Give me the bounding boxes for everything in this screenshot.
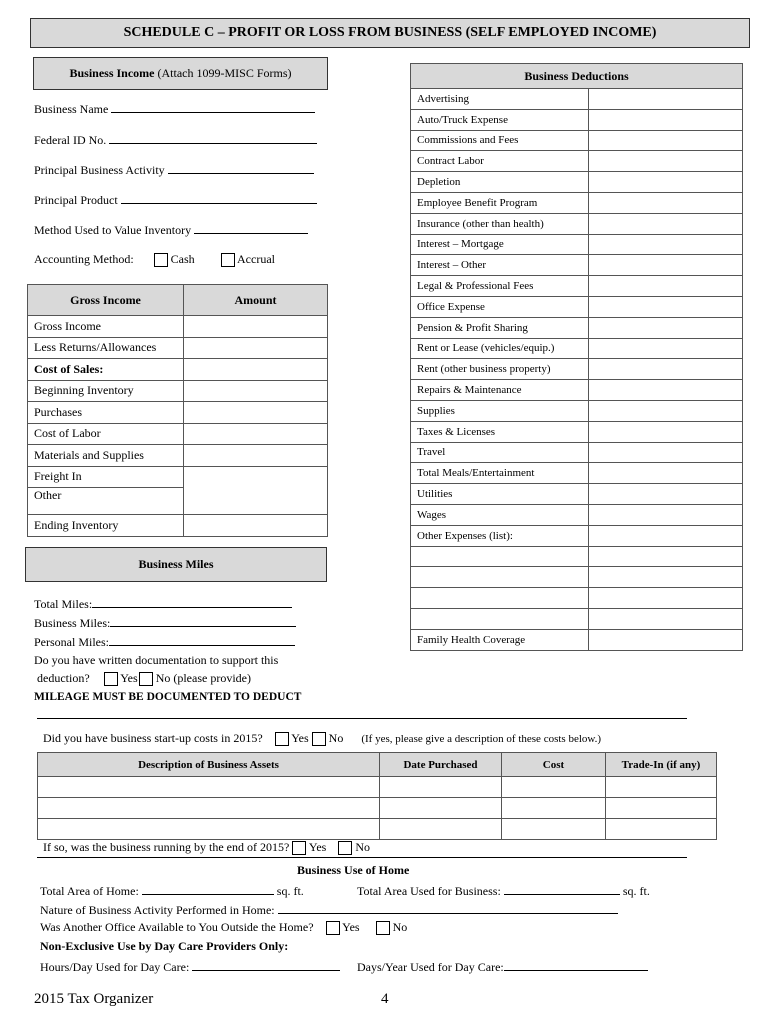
daycare-days-line[interactable] <box>504 959 648 971</box>
asset-date-cell[interactable] <box>380 777 502 798</box>
table-row <box>28 466 328 488</box>
amount-header: Amount <box>184 285 328 316</box>
accrual-checkbox[interactable] <box>221 253 235 267</box>
business-deductions-header: Business Deductions <box>411 64 743 89</box>
table-row <box>411 276 743 297</box>
amount-cell[interactable] <box>184 359 328 381</box>
total-miles-field[interactable] <box>34 596 292 612</box>
deduction-amount-cell[interactable] <box>589 192 743 213</box>
documentation-yes-checkbox[interactable] <box>104 672 118 686</box>
table-row <box>411 151 743 172</box>
another-office-yes-label: Yes <box>342 920 360 934</box>
business-income-header <box>33 57 328 90</box>
business-income-header-title: Business Income <box>69 66 155 80</box>
business-miles-field[interactable] <box>34 615 296 631</box>
deduction-label: Interest – Mortgage <box>411 234 589 255</box>
table-row <box>411 629 743 650</box>
running-yes-label: Yes <box>308 840 327 854</box>
cash-checkbox[interactable] <box>154 253 168 267</box>
deduction-label: Legal & Professional Fees <box>411 276 589 297</box>
running-no-checkbox[interactable] <box>338 841 352 855</box>
startup-question-label: Did you have business start-up costs in 2015? <box>43 731 263 745</box>
deduction-amount-cell[interactable] <box>589 463 743 484</box>
principal-activity-label: Principal Business Activity <box>34 163 165 177</box>
daycare-hours-field <box>40 959 340 975</box>
startup-no-checkbox[interactable] <box>312 732 326 746</box>
table-row <box>411 172 743 193</box>
deduction-amount-cell[interactable] <box>589 421 743 442</box>
business-name-field[interactable] <box>34 101 315 117</box>
daycare-hours-label: Hours/Day Used for Day Care: <box>40 960 190 974</box>
business-area-label: Total Area Used for Business: <box>357 884 501 898</box>
another-office-no-checkbox[interactable] <box>376 921 390 935</box>
deduction-amount-cell[interactable] <box>589 588 743 609</box>
row-label: Ending Inventory <box>28 515 184 537</box>
footer-title: 2015 Tax Organizer <box>34 991 154 1007</box>
deduction-label: Taxes & Licenses <box>411 421 589 442</box>
deduction-label: Advertising <box>411 89 589 110</box>
personal-miles-field[interactable] <box>34 634 295 650</box>
daycare-days-field <box>357 959 648 975</box>
table-row <box>411 192 743 213</box>
business-assets-table <box>37 752 717 840</box>
cash-label: Cash <box>170 252 195 266</box>
table-row <box>28 380 328 402</box>
table-row <box>38 798 717 819</box>
business-name-label: Business Name <box>34 102 109 116</box>
total-area-unit: sq. ft. <box>276 884 304 898</box>
deduction-label: Depletion <box>411 172 589 193</box>
inventory-method-line[interactable] <box>194 222 308 234</box>
deduction-amount-cell[interactable] <box>589 608 743 629</box>
business-running-question <box>43 840 370 855</box>
row-label: Less Returns/Allowances <box>28 337 184 359</box>
section-divider <box>37 857 687 858</box>
table-row <box>411 380 743 401</box>
deduction-label: Wages <box>411 504 589 525</box>
federal-id-line[interactable] <box>109 132 317 144</box>
asset-description-cell[interactable] <box>38 777 380 798</box>
deduction-amount-cell[interactable] <box>589 484 743 505</box>
deduction-amount-cell[interactable] <box>589 504 743 525</box>
startup-note: (If yes, please give a description of these costs below.) <box>361 733 602 745</box>
table-row <box>28 359 328 381</box>
daycare-hours-line[interactable] <box>192 959 340 971</box>
asset-date-cell[interactable] <box>380 819 502 840</box>
another-office-no-label: No <box>392 920 408 934</box>
deduction-label <box>411 608 589 629</box>
table-row <box>28 402 328 424</box>
documentation-answer <box>37 671 251 686</box>
deduction-label: Repairs & Maintenance <box>411 380 589 401</box>
principal-activity-field[interactable] <box>34 162 314 178</box>
deduction-amount-cell[interactable] <box>589 359 743 380</box>
deduction-amount-cell[interactable] <box>589 276 743 297</box>
deduction-label: Travel <box>411 442 589 463</box>
row-label: Cost of Labor <box>28 423 184 445</box>
deduction-amount-cell[interactable] <box>589 234 743 255</box>
documentation-yes-label: Yes <box>120 671 138 685</box>
table-row <box>28 316 328 338</box>
asset-tradein-cell[interactable] <box>606 798 717 819</box>
total-area-label: Total Area of Home: <box>40 884 139 898</box>
amount-cell[interactable] <box>184 423 328 445</box>
row-label: Beginning Inventory <box>28 380 184 402</box>
principal-activity-line[interactable] <box>168 162 314 174</box>
table-row <box>411 588 743 609</box>
cost-header: Cost <box>502 753 606 777</box>
running-question-label: If so, was the business running by the end of 2015? <box>43 840 290 854</box>
business-name-line[interactable] <box>111 101 315 113</box>
deduction-label: Interest – Other <box>411 255 589 276</box>
deduction-label: Auto/Truck Expense <box>411 109 589 130</box>
deduction-amount-cell[interactable] <box>589 629 743 650</box>
deduction-amount-cell[interactable] <box>589 172 743 193</box>
table-row <box>411 463 743 484</box>
table-row <box>411 317 743 338</box>
federal-id-label: Federal ID No. <box>34 133 107 147</box>
description-header: Description of Business Assets <box>38 753 380 777</box>
table-row <box>38 777 717 798</box>
table-row <box>411 546 743 567</box>
deduction-amount-cell[interactable] <box>589 109 743 130</box>
principal-product-field[interactable] <box>34 192 317 208</box>
table-row <box>411 89 743 110</box>
nature-of-activity-line[interactable] <box>278 902 618 914</box>
inventory-method-label: Method Used to Value Inventory <box>34 223 192 237</box>
row-label: Materials and Supplies <box>28 445 184 467</box>
gross-income-table <box>27 284 328 537</box>
deduction-amount-cell[interactable] <box>589 567 743 588</box>
deduction-amount-cell[interactable] <box>589 525 743 546</box>
row-label: Freight In <box>28 466 184 488</box>
asset-cost-cell[interactable] <box>502 777 606 798</box>
accounting-method-field <box>34 252 275 267</box>
daycare-days-label: Days/Year Used for Day Care: <box>357 960 504 974</box>
daycare-header: Non-Exclusive Use by Day Care Providers Only: <box>40 939 289 953</box>
row-label: Other <box>28 488 184 515</box>
deduction-label: Employee Benefit Program <box>411 192 589 213</box>
amount-cell[interactable] <box>184 466 328 515</box>
asset-cost-cell[interactable] <box>502 798 606 819</box>
table-row <box>411 296 743 317</box>
table-row <box>28 423 328 445</box>
asset-tradein-cell[interactable] <box>606 777 717 798</box>
startup-costs-question <box>43 731 601 746</box>
table-row <box>411 109 743 130</box>
deduction-label: Family Health Coverage <box>411 629 589 650</box>
deduction-label: Commissions and Fees <box>411 130 589 151</box>
deduction-amount-cell[interactable] <box>589 400 743 421</box>
deduction-label: Rent (other business property) <box>411 359 589 380</box>
principal-product-line[interactable] <box>121 192 317 204</box>
trade-in-header: Trade-In (if any) <box>606 753 717 777</box>
business-miles-label: Business Miles: <box>34 616 111 630</box>
deduction-label: Insurance (other than health) <box>411 213 589 234</box>
table-row <box>411 359 743 380</box>
amount-cell[interactable] <box>184 445 328 467</box>
principal-product-label: Principal Product <box>34 193 118 207</box>
business-miles-header: Business Miles <box>25 547 327 582</box>
another-office-yes-checkbox[interactable] <box>326 921 340 935</box>
deduction-amount-cell[interactable] <box>589 255 743 276</box>
business-area-field <box>357 883 650 899</box>
table-row <box>28 445 328 467</box>
table-row <box>411 608 743 629</box>
page-number: 4 <box>381 991 389 1007</box>
deduction-label: Supplies <box>411 400 589 421</box>
deduction-label: Utilities <box>411 484 589 505</box>
deduction-label: Other Expenses (list): <box>411 525 589 546</box>
table-row <box>411 338 743 359</box>
business-area-line[interactable] <box>504 883 620 895</box>
table-row <box>28 337 328 359</box>
documentation-question: Do you have written documentation to support this <box>34 653 279 667</box>
business-miles-line[interactable] <box>110 615 296 627</box>
deduction-amount-cell[interactable] <box>589 130 743 151</box>
table-row <box>28 515 328 537</box>
asset-tradein-cell[interactable] <box>606 819 717 840</box>
deduction-amount-cell[interactable] <box>589 89 743 110</box>
deduction-amount-cell[interactable] <box>589 151 743 172</box>
row-label: Cost of Sales: <box>28 359 184 381</box>
amount-cell[interactable] <box>184 380 328 402</box>
business-area-unit: sq. ft. <box>622 884 650 898</box>
row-label: Gross Income <box>28 316 184 338</box>
table-row <box>411 213 743 234</box>
deduction-label: Office Expense <box>411 296 589 317</box>
date-purchased-header: Date Purchased <box>380 753 502 777</box>
personal-miles-line[interactable] <box>109 634 295 646</box>
table-row <box>411 484 743 505</box>
deduction-amount-cell[interactable] <box>589 317 743 338</box>
mileage-warning: MILEAGE MUST BE DOCUMENTED TO DEDUCT <box>34 691 302 703</box>
asset-description-cell[interactable] <box>38 819 380 840</box>
startup-no-label: No <box>328 731 344 745</box>
deduction-amount-cell[interactable] <box>589 380 743 401</box>
gross-income-header: Gross Income <box>28 285 184 316</box>
asset-date-cell[interactable] <box>380 798 502 819</box>
deduction-amount-cell[interactable] <box>589 213 743 234</box>
page-title: SCHEDULE C – PROFIT OR LOSS FROM BUSINESS (SELF EMPLOYED INCOME) <box>30 18 750 48</box>
nature-of-activity-field <box>40 902 618 918</box>
section-divider <box>37 718 687 719</box>
row-label: Purchases <box>28 402 184 424</box>
total-area-field <box>40 883 304 899</box>
deduction-label <box>411 546 589 567</box>
total-area-line[interactable] <box>142 883 274 895</box>
table-row <box>411 400 743 421</box>
table-row <box>411 567 743 588</box>
another-office-question <box>40 920 407 935</box>
startup-yes-label: Yes <box>291 731 309 745</box>
deduction-amount-cell[interactable] <box>589 442 743 463</box>
business-deductions-table <box>410 63 743 651</box>
table-row <box>411 234 743 255</box>
deduction-amount-cell[interactable] <box>589 338 743 359</box>
deduction-label: Total Meals/Entertainment <box>411 463 589 484</box>
documentation-question-end: deduction? <box>37 671 90 685</box>
table-row <box>411 504 743 525</box>
documentation-no-checkbox[interactable] <box>139 672 153 686</box>
deduction-label <box>411 567 589 588</box>
deduction-amount-cell[interactable] <box>589 546 743 567</box>
another-office-label: Was Another Office Available to You Outside the Home? <box>40 920 314 934</box>
deduction-label: Pension & Profit Sharing <box>411 317 589 338</box>
business-income-header-note: (Attach 1099-MISC Forms) <box>157 66 292 80</box>
amount-cell[interactable] <box>184 402 328 424</box>
accrual-label: Accrual <box>237 252 275 266</box>
table-row <box>38 819 717 840</box>
running-no-label: No <box>355 840 370 854</box>
total-miles-label: Total Miles: <box>34 597 93 611</box>
running-yes-checkbox[interactable] <box>292 841 306 855</box>
documentation-no-label: No (please provide) <box>155 671 251 685</box>
table-row <box>411 421 743 442</box>
table-row <box>411 130 743 151</box>
business-use-of-home-header: Business Use of Home <box>297 863 410 877</box>
inventory-method-field[interactable] <box>34 222 308 238</box>
table-row <box>411 442 743 463</box>
deduction-amount-cell[interactable] <box>589 296 743 317</box>
accounting-method-label: Accounting Method: <box>34 252 134 266</box>
amount-cell[interactable] <box>184 515 328 537</box>
total-miles-line[interactable] <box>92 596 292 608</box>
personal-miles-label: Personal Miles: <box>34 635 109 649</box>
table-row <box>411 255 743 276</box>
deduction-label <box>411 588 589 609</box>
asset-cost-cell[interactable] <box>502 819 606 840</box>
federal-id-field[interactable] <box>34 132 317 148</box>
amount-cell[interactable] <box>184 316 328 338</box>
asset-description-cell[interactable] <box>38 798 380 819</box>
nature-of-activity-label: Nature of Business Activity Performed in Home: <box>40 903 275 917</box>
deduction-label: Rent or Lease (vehicles/equip.) <box>411 338 589 359</box>
deduction-label: Contract Labor <box>411 151 589 172</box>
startup-yes-checkbox[interactable] <box>275 732 289 746</box>
table-row <box>411 525 743 546</box>
amount-cell[interactable] <box>184 337 328 359</box>
